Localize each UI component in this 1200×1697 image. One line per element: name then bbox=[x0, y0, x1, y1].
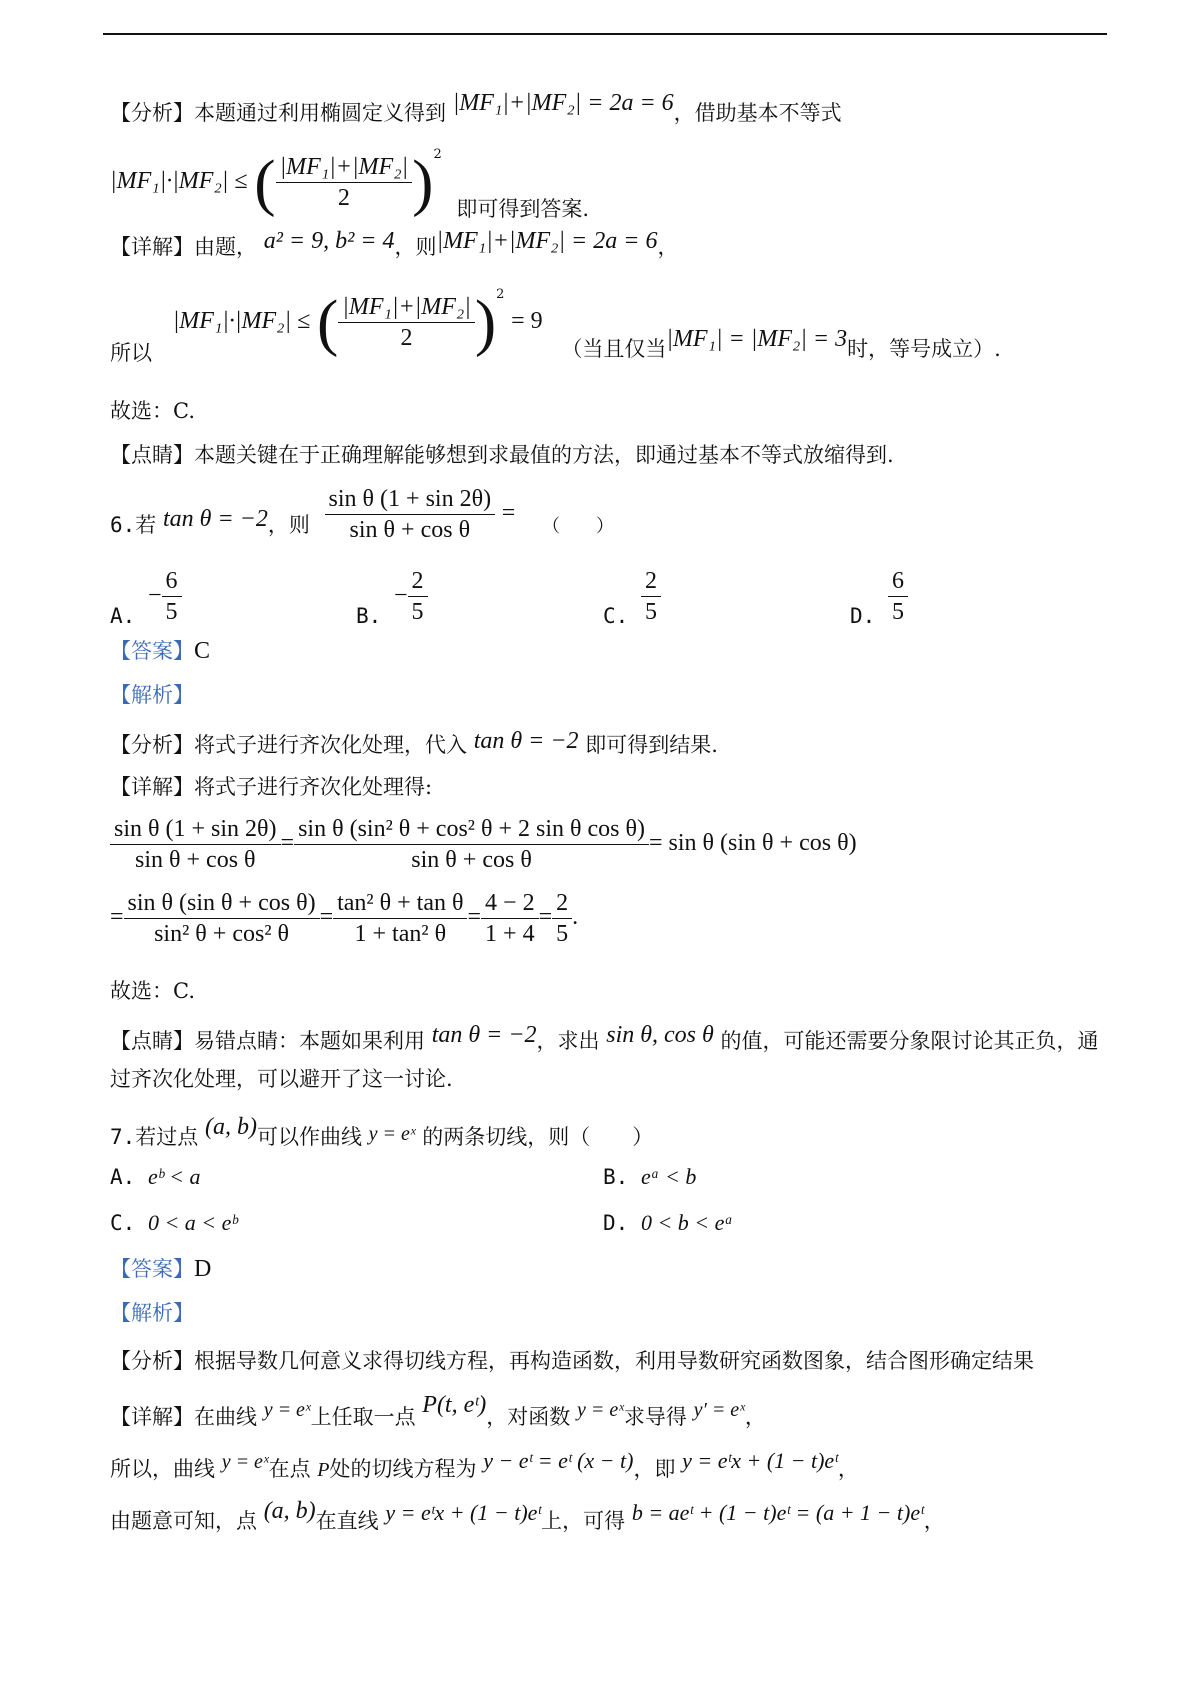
option-c bbox=[603, 566, 661, 627]
fraction bbox=[325, 484, 496, 545]
option-label: A. bbox=[110, 1165, 136, 1189]
left-paren: ( bbox=[316, 286, 339, 358]
text: ， bbox=[657, 235, 679, 259]
text: 处的切线方程为 bbox=[329, 1457, 477, 1481]
equation: y = eᵗx + (1 − t)eᵗ bbox=[385, 1500, 542, 1525]
remark-tag: 【点睛】 bbox=[110, 1029, 194, 1053]
fraction bbox=[294, 814, 649, 875]
text: ， bbox=[923, 1509, 945, 1533]
equation: 0 < a < eᵇ bbox=[147, 1210, 238, 1235]
denominator: 2 bbox=[337, 185, 350, 211]
numerator: 2 bbox=[552, 888, 572, 919]
equation: y = eˣ bbox=[221, 1451, 269, 1473]
fraction bbox=[641, 566, 661, 627]
equation: tan θ = −2 bbox=[431, 1022, 537, 1048]
text: 即可得到结果. bbox=[585, 733, 718, 757]
option-b bbox=[603, 1164, 696, 1190]
equation: |MF₁|+|MF₂| = 2a = 6 bbox=[452, 90, 674, 116]
equation: P(t, eᵗ) bbox=[422, 1392, 487, 1418]
text: 所以 bbox=[110, 341, 152, 365]
numerator: sin θ (sin² θ + cos² θ + 2 sin θ cos θ) bbox=[294, 814, 649, 845]
numerator: 2 bbox=[408, 566, 428, 597]
detail-tag: 【详解】 bbox=[110, 235, 194, 259]
option-label: D. bbox=[603, 1211, 629, 1235]
text: 即可得到答案. bbox=[456, 197, 590, 221]
text: 将式子进行齐次化处理，代入 bbox=[194, 733, 467, 757]
option-label: B. bbox=[356, 603, 382, 628]
detail-line-3 bbox=[110, 1498, 945, 1536]
analysis-tag: 【分析】 bbox=[110, 733, 194, 757]
text: 可以作曲线 bbox=[256, 1125, 362, 1149]
text: 的两条切线，则（ ） bbox=[422, 1125, 654, 1149]
equation: (a, b) bbox=[263, 1498, 316, 1524]
equation: tan θ = −2 bbox=[473, 728, 579, 754]
option-b bbox=[356, 566, 428, 627]
right-paren: ) bbox=[412, 146, 434, 218]
option-label: C. bbox=[110, 1211, 136, 1235]
analysis-tag: 【分析】 bbox=[110, 1349, 194, 1373]
text: ，对函数 bbox=[486, 1405, 571, 1429]
numerator: 2 bbox=[641, 566, 661, 597]
denominator: sin θ + cos θ bbox=[411, 847, 532, 873]
equation: P bbox=[317, 1459, 330, 1481]
equation: a² = 9, b² = 4 bbox=[263, 228, 395, 254]
fraction bbox=[888, 566, 908, 627]
answer-value: C bbox=[194, 638, 211, 664]
sign: − bbox=[147, 582, 162, 609]
analysis-header: 【解析】 bbox=[110, 1301, 194, 1325]
text: 的值，可能还需要分象限讨论其正负，通 bbox=[720, 1029, 1099, 1053]
numerator: sin θ (sin θ + cos θ) bbox=[124, 888, 320, 919]
fraction bbox=[276, 152, 413, 213]
left-paren: ( bbox=[254, 146, 276, 218]
fraction bbox=[333, 888, 467, 949]
option-label: B. bbox=[603, 1165, 629, 1189]
derivation-line-2: = $\frac{\text{sin θ (sin θ + cos θ)}}{\text{sin² θ + cos² θ}}$ = $\frac{\text{tan² θ + tan θ}}{\text{1 + tan² θ}}$ = $\frac{4 - 2}{1 + 4}$ = $\frac{2}{5}$ . bbox=[110, 890, 579, 947]
fraction bbox=[110, 814, 281, 875]
equation: y = eᵗx + (1 − t)eᵗ bbox=[682, 1448, 838, 1473]
denominator: sin θ + cos θ bbox=[135, 847, 256, 873]
equation: y − eᵗ = eᵗ (x − t) bbox=[483, 1448, 634, 1473]
numerator: 6 bbox=[162, 566, 182, 597]
question-number: 6. bbox=[110, 513, 136, 537]
text: ， bbox=[837, 1457, 859, 1481]
text: 时，等号成立）. bbox=[847, 337, 1001, 361]
numerator: tan² θ + tan θ bbox=[333, 888, 467, 919]
equation: 0 < b < eᵃ bbox=[640, 1210, 734, 1235]
numerator: 4 − 2 bbox=[481, 888, 539, 919]
denominator: 1 + 4 bbox=[485, 921, 535, 947]
text: 若过点 bbox=[135, 1125, 199, 1149]
question-number: 7. bbox=[110, 1125, 136, 1149]
denominator: 2 bbox=[400, 325, 413, 351]
option-label: A. bbox=[110, 603, 136, 628]
option-d bbox=[603, 1210, 733, 1236]
remark-tag: 【点睛】 bbox=[110, 443, 194, 467]
detail-line bbox=[110, 228, 679, 262]
fraction bbox=[481, 888, 539, 949]
choose-line: 故选：C. bbox=[110, 399, 195, 423]
answer-tag: 【答案】 bbox=[110, 639, 194, 663]
text: 由题意可知，点 bbox=[110, 1509, 257, 1533]
denominator: 5 bbox=[165, 599, 178, 625]
text: 本题关键在于正确理解能够想到求最值的方法，即通过基本不等式放缩得到. bbox=[194, 443, 894, 467]
option-c bbox=[110, 1210, 237, 1236]
analysis-line bbox=[110, 730, 718, 760]
inequality-line bbox=[110, 140, 589, 220]
option-label: D. bbox=[850, 603, 876, 628]
answer-line bbox=[110, 1254, 211, 1284]
equation: y = eˣ bbox=[263, 1399, 311, 1421]
equation: = 9 bbox=[511, 308, 543, 334]
header-rule bbox=[103, 33, 1107, 35]
numerator: |MF₁|+|MF₂| bbox=[338, 292, 475, 323]
sign: − bbox=[393, 582, 408, 609]
detail-result-line bbox=[110, 280, 1001, 370]
text: ，则 bbox=[267, 513, 310, 537]
equation: y = eˣ bbox=[368, 1123, 416, 1145]
text: 在点 bbox=[268, 1457, 311, 1481]
text: 本题通过利用椭圆定义得到 bbox=[194, 101, 446, 125]
equation: |MF₁|·|MF₂| ≤ bbox=[172, 308, 311, 334]
answer-line bbox=[110, 636, 210, 666]
answer-value: D bbox=[194, 1256, 212, 1282]
analysis-tag: 【分析】 bbox=[110, 101, 194, 125]
answer-blank: （ ） bbox=[541, 516, 614, 537]
text: 在曲线 bbox=[194, 1405, 257, 1429]
text: （当且仅当 bbox=[561, 337, 667, 361]
exponent: 2 bbox=[496, 287, 505, 302]
text: ，则 bbox=[394, 235, 437, 259]
equation: y = eˣ bbox=[576, 1399, 624, 1421]
fraction bbox=[162, 566, 182, 627]
text: 在直线 bbox=[315, 1509, 379, 1533]
right-paren: ) bbox=[474, 286, 497, 358]
text: 由题， bbox=[194, 235, 257, 259]
numerator: |MF₁|+|MF₂| bbox=[276, 152, 413, 183]
equation: sin θ, cos θ bbox=[606, 1022, 714, 1048]
denominator: sin θ + cos θ bbox=[349, 517, 471, 543]
text: ，借助基本不等式 bbox=[673, 101, 842, 125]
text: 所以，曲线 bbox=[110, 1457, 215, 1481]
detail-tag: 【详解】 bbox=[110, 1405, 194, 1429]
analysis-line bbox=[110, 90, 842, 128]
exponent: 2 bbox=[433, 147, 442, 162]
equation: eᵃ < b bbox=[640, 1164, 697, 1189]
remark-line-2: 过齐次化处理，可以避开了这一讨论. bbox=[110, 1067, 453, 1091]
numerator: 6 bbox=[888, 566, 908, 597]
option-a bbox=[110, 1164, 200, 1190]
text: 若 bbox=[135, 513, 157, 537]
fraction bbox=[408, 566, 428, 627]
detail-line bbox=[110, 1392, 766, 1433]
numerator: sin θ (1 + sin 2θ) bbox=[110, 814, 281, 845]
equation: |MF₁| = |MF₂| = 3 bbox=[666, 326, 848, 352]
question-7 bbox=[110, 1114, 654, 1153]
denominator: 5 bbox=[411, 599, 424, 625]
text: 上任取一点 bbox=[310, 1405, 416, 1429]
remark-line bbox=[110, 1022, 1099, 1056]
text: 易错点睛：本题如果利用 bbox=[194, 1029, 425, 1053]
equation: |MF₁|·|MF₂| ≤ bbox=[110, 168, 248, 194]
text: 根据导数几何意义求得切线方程，再构造函数，利用导数研究函数图象，结合图形确定结果 bbox=[194, 1349, 1034, 1373]
equation: eᵇ < a bbox=[147, 1164, 201, 1189]
option-a bbox=[110, 566, 182, 627]
numerator: sin θ (1 + sin 2θ) bbox=[325, 484, 496, 515]
denominator: 5 bbox=[644, 599, 657, 625]
text: 将式子进行齐次化处理得: bbox=[194, 775, 433, 799]
detail-line-2 bbox=[110, 1448, 859, 1485]
remark-line bbox=[110, 440, 894, 470]
text: ，即 bbox=[633, 1457, 676, 1481]
detail-tag: 【详解】 bbox=[110, 775, 194, 799]
equation: b = aeᵗ + (1 − t)eᵗ = (a + 1 − t)eᵗ bbox=[631, 1500, 924, 1525]
analysis-line bbox=[110, 1346, 1034, 1376]
equation: (a, b) bbox=[204, 1114, 257, 1140]
option-label: C. bbox=[603, 603, 629, 628]
option-d bbox=[850, 566, 908, 627]
denominator: 5 bbox=[891, 599, 904, 625]
detail-line bbox=[110, 772, 432, 802]
text: ，求出 bbox=[536, 1029, 600, 1053]
equation: tan θ = −2 bbox=[162, 506, 268, 532]
text: 求导得 bbox=[623, 1405, 687, 1429]
answer-tag: 【答案】 bbox=[110, 1257, 194, 1281]
fraction bbox=[338, 292, 475, 353]
equation: = sin θ (sin θ + cos θ) bbox=[649, 830, 857, 856]
equation: y′ = eˣ bbox=[693, 1399, 745, 1421]
fraction bbox=[124, 888, 320, 949]
denominator: 5 bbox=[556, 921, 569, 947]
denominator: sin² θ + cos² θ bbox=[154, 921, 290, 947]
derivation-line-1: $\frac{\text{sin θ (1 + sin 2θ)}}{\text{sin θ + cos θ}}$ = $\frac{\text{sin θ (sin² θ + cos² θ + 2 sin θ cos θ)}}{\text{sin θ + cos θ}}$ = sin θ (sin θ + cos θ) bbox=[110, 814, 857, 880]
analysis-header: 【解析】 bbox=[110, 683, 194, 707]
denominator: 1 + tan² θ bbox=[354, 921, 447, 947]
text: ， bbox=[744, 1405, 766, 1429]
text: 上，可得 bbox=[541, 1509, 626, 1533]
fraction bbox=[552, 888, 572, 949]
question-6 bbox=[110, 484, 614, 554]
choose-line: 故选：C. bbox=[110, 979, 195, 1003]
equals: = bbox=[501, 500, 516, 526]
equation: |MF₁|+|MF₂| = 2a = 6 bbox=[436, 228, 658, 254]
